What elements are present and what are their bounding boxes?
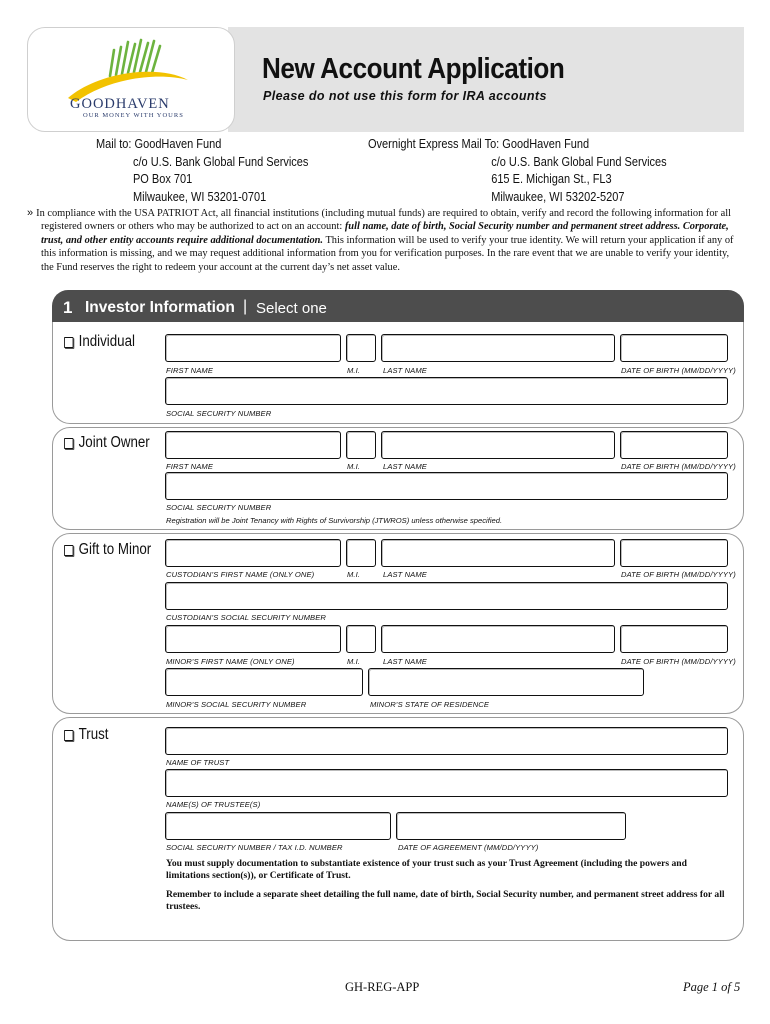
notice-text-2: This information will be used to verify your true identity. We will return your application if any of this information is missing, and we may request additional information from you for verification purposes. In the rare event that we are unable to verify your identity, the Fund reserves the right to redeem your account at the current day’s net asset value. <box>41 234 734 273</box>
express-address-block <box>368 136 667 206</box>
joint-mi-label: M.I. <box>347 462 361 471</box>
minor-mi-label: M.I. <box>347 657 361 666</box>
custodian-ssn-input[interactable] <box>165 582 728 610</box>
logo-tagline: OUR MONEY WITH YOURS <box>83 112 184 119</box>
minor-state-label: MINOR’S STATE OF RESIDENCE <box>370 700 490 709</box>
minor-dob-label: DATE OF BIRTH (MM/DD/YYYY) <box>621 657 736 666</box>
trust-checkbox[interactable] <box>64 730 73 741</box>
joint-ssn-label: SOCIAL SECURITY NUMBER <box>166 503 272 512</box>
joint-owner-option[interactable] <box>64 434 150 452</box>
trust-label: Trust <box>78 726 109 743</box>
individual-label: Individual <box>78 333 135 350</box>
trustees-input[interactable] <box>165 769 728 797</box>
mail-line3: PO Box 701 <box>132 172 193 186</box>
custodian-ssn-label: CUSTODIAN’S SOCIAL SECURITY NUMBER <box>166 613 326 622</box>
individual-mi-input[interactable] <box>346 334 376 362</box>
gift-to-minor-option[interactable] <box>64 541 151 559</box>
individual-mi-label: M.I. <box>347 366 361 375</box>
joint-first-name-label: FIRST NAME <box>166 462 213 471</box>
gift-to-minor-checkbox[interactable] <box>64 545 73 556</box>
joint-dob-input[interactable] <box>620 431 728 459</box>
minor-last-name-label: LAST NAME <box>383 657 427 666</box>
joint-last-name-input[interactable] <box>381 431 615 459</box>
custodian-last-name-input[interactable] <box>381 539 615 567</box>
notice-text-1: In compliance with the USA PATRIOT Act, all financial institutions (including mutual funds) are required to obtain, verify and record the following information for all registered owners or others who may be authorized to act on an account: <box>36 208 731 233</box>
minor-first-name-input[interactable] <box>165 625 341 653</box>
mail-label: Mail to: <box>96 137 132 151</box>
custodian-first-name-input[interactable] <box>165 539 341 567</box>
individual-dob-input[interactable] <box>620 334 728 362</box>
joint-ssn-input[interactable] <box>165 472 728 500</box>
express-line1: GoodHaven Fund <box>502 137 590 151</box>
minor-first-name-label: MINOR’S FIRST NAME (ONLY ONE) <box>166 657 295 666</box>
gift-to-minor-label: Gift to Minor <box>78 541 152 558</box>
trust-documentation-note: You must supply documentation to substantiate existence of your trust such as your Trust Agreement (including the powers and limitations section(s)), or Certificate of Trust. <box>166 858 687 881</box>
trust-name-input[interactable] <box>165 727 728 755</box>
trust-agreement-date-label: DATE OF AGREEMENT (MM/DD/YYYY) <box>398 843 539 852</box>
custodian-dob-input[interactable] <box>620 539 728 567</box>
trust-option[interactable] <box>64 726 108 744</box>
joint-last-name-label: LAST NAME <box>383 462 427 471</box>
individual-dob-label: DATE OF BIRTH (MM/DD/YYYY) <box>621 366 736 375</box>
page-number: Page 1 of 5 <box>683 980 741 994</box>
form-code: GH-REG-APP <box>345 980 420 994</box>
section-select-hint: Select one <box>256 300 327 317</box>
express-label: Overnight Express Mail To: <box>368 137 500 151</box>
mail-line2: c/o U.S. Bank Global Fund Services <box>132 154 309 169</box>
patriot-act-notice <box>27 207 743 274</box>
page-title: New Account Application <box>262 53 565 85</box>
individual-last-name-label: LAST NAME <box>383 366 427 375</box>
joint-jtwros-note: Registration will be Joint Tenancy with Rights of Survivorship (JTWROS) unless otherwise specified. <box>166 516 503 525</box>
logo-wordmark: GOODHAVEN <box>70 96 170 112</box>
minor-dob-input[interactable] <box>620 625 728 653</box>
minor-ssn-input[interactable] <box>165 668 363 696</box>
individual-option[interactable] <box>64 333 135 351</box>
trust-ssn-tax-input[interactable] <box>165 812 391 840</box>
custodian-mi-label: M.I. <box>347 570 361 579</box>
custodian-mi-input[interactable] <box>346 539 376 567</box>
section-number: 1 <box>63 298 73 317</box>
express-line2: c/o U.S. Bank Global Fund Services <box>491 154 667 169</box>
minor-state-input[interactable] <box>368 668 644 696</box>
notice-text-bold: full name, date of birth, Social Security number and permanent street address. Corporate, trust, and other entity accounts require additional documentation. <box>41 221 729 246</box>
joint-first-name-input[interactable] <box>165 431 341 459</box>
joint-owner-label: Joint Owner <box>78 434 150 451</box>
trust-name-label: NAME OF TRUST <box>166 758 230 767</box>
mail-address-block <box>96 136 308 206</box>
individual-ssn-input[interactable] <box>165 377 728 405</box>
individual-first-name-input[interactable] <box>165 334 341 362</box>
mail-line1: GoodHaven Fund <box>134 137 222 151</box>
custodian-dob-label: DATE OF BIRTH (MM/DD/YYYY) <box>621 570 736 579</box>
individual-first-name-label: FIRST NAME <box>166 366 213 375</box>
custodian-first-name-label: CUSTODIAN’S FIRST NAME (ONLY ONE) <box>166 570 315 579</box>
joint-dob-label: DATE OF BIRTH (MM/DD/YYYY) <box>621 462 736 471</box>
chevron-icon: » <box>27 207 34 219</box>
minor-mi-input[interactable] <box>346 625 376 653</box>
mail-line4: Milwaukee, WI 53201-0701 <box>132 189 267 204</box>
individual-checkbox[interactable] <box>64 337 73 348</box>
trustees-label: NAME(S) OF TRUSTEE(S) <box>166 800 261 809</box>
joint-mi-input[interactable] <box>346 431 376 459</box>
individual-ssn-label: SOCIAL SECURITY NUMBER <box>166 409 272 418</box>
express-line3: 615 E. Michigan St., FL3 <box>491 172 612 186</box>
trust-agreement-date-input[interactable] <box>396 812 626 840</box>
joint-owner-checkbox[interactable] <box>64 438 73 449</box>
trust-ssn-tax-label: SOCIAL SECURITY NUMBER / TAX I.D. NUMBER <box>166 843 343 852</box>
section-title: Investor Information <box>85 299 235 316</box>
minor-ssn-label: MINOR’S SOCIAL SECURITY NUMBER <box>166 700 307 709</box>
individual-last-name-input[interactable] <box>381 334 615 362</box>
section-separator: | <box>243 298 248 315</box>
page-subtitle: Please do not use this form for IRA accounts <box>263 89 547 103</box>
minor-last-name-input[interactable] <box>381 625 615 653</box>
trust-separate-sheet-note: Remember to include a separate sheet detailing the full name, date of birth, Social Security number, and permanent street address for all trustees. <box>166 889 725 912</box>
express-line4: Milwaukee, WI 53202-5207 <box>491 189 625 204</box>
custodian-last-name-label: LAST NAME <box>383 570 427 579</box>
